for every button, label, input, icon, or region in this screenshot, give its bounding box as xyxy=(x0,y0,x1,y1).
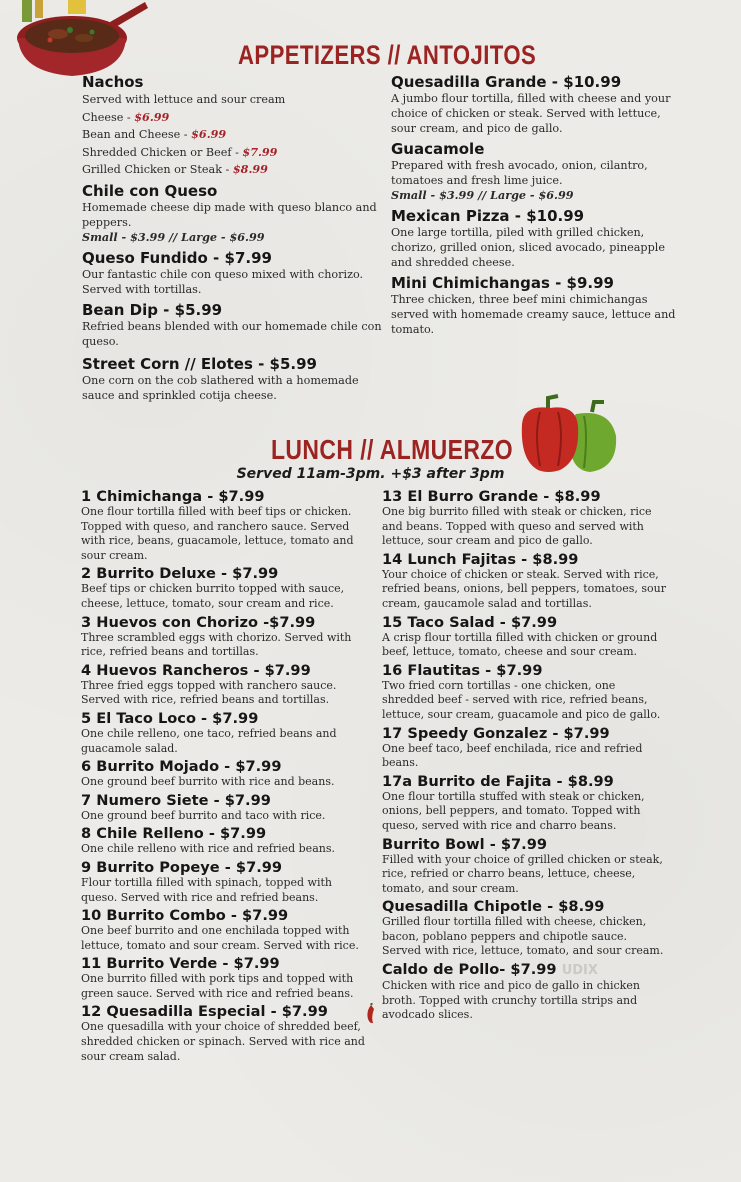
item-name: Queso Fundido - $7.99 xyxy=(82,248,272,267)
lunch-left-column xyxy=(81,488,366,1066)
item-name: 7 Numero Siete - $7.99 xyxy=(81,791,271,809)
menu-item xyxy=(81,792,366,824)
menu-item xyxy=(82,301,382,349)
menu-item xyxy=(382,961,667,1023)
item-name: 8 Chile Relleno - $7.99 xyxy=(81,825,267,843)
item-name: 11 Burrito Verde - $7.99 xyxy=(81,955,280,973)
item-name: 4 Huevos Rancheros - $7.99 xyxy=(81,661,311,679)
item-name: 12 Quesadilla Especial - $7.99 xyxy=(81,1003,328,1021)
item-name: 6 Burrito Mojado - $7.99 xyxy=(81,758,282,776)
item-name: 14 Lunch Fajitas - $8.99 xyxy=(382,550,579,568)
item-name: Mexican Pizza - $10.99 xyxy=(391,207,585,225)
item-name: Bean Dip - $5.99 xyxy=(82,300,223,319)
item-name: 15 Taco Salad - $7.99 xyxy=(382,613,558,631)
item-description: Flour tortilla filled with spinach, topped with queso. Served with rice and refried beans. xyxy=(81,875,332,904)
menu-item xyxy=(382,614,667,660)
menu-item xyxy=(81,614,366,660)
item-description: A jumbo flour tortilla, filled with cheese and your choice of chicken or steak. Served with lettuce, sour cream, and pico de gallo. xyxy=(391,92,671,135)
menu-item xyxy=(81,565,366,611)
item-description: Prepared with fresh avocado, onion, cilantro, tomatoes and fresh lime juice. xyxy=(391,159,648,187)
item-description: One chile relleno with rice and refried beans. xyxy=(81,842,335,856)
item-name: 2 Burrito Deluxe - $7.99 xyxy=(81,565,279,583)
menu-item xyxy=(391,274,676,337)
item-description: One flour tortilla filled with beef tips or chicken. Topped with queso, and ranchero sauce. Served with rice, beans, guacamole, lettuce, tomato and sour cream. xyxy=(81,505,354,562)
item-description: Grilled flour tortilla filled with cheese, chicken, bacon, poblano peppers and chipotle sauce. Served with rice, lettuce, tomato, and sour cream. xyxy=(382,915,664,958)
item-description: Three chicken, three beef mini chimichangas served with homemade creamy sauce, lettuce and tomato. xyxy=(391,293,676,336)
chile-pepper-icon xyxy=(364,1003,378,1025)
item-description: One quesadilla with your choice of shredded beef, shredded chicken or spinach. Served with rice and sour cream salad. xyxy=(81,1020,365,1063)
menu-item xyxy=(81,662,366,708)
item-description: Beef tips or chicken burrito topped with sauce, cheese, lettuce, tomato, sour cream and rice. xyxy=(81,582,345,610)
item-description: Three scrambled eggs with chorizo. Served with rice, refried beans and tortillas. xyxy=(81,630,352,659)
item-name: 17a Burrito de Fajita - $8.99 xyxy=(382,772,614,790)
menu-item xyxy=(391,207,676,270)
item-description: One corn on the cob slathered with a homemade sauce and sprinkled cotija cheese. xyxy=(82,373,359,402)
appetizers-right-column xyxy=(391,73,676,340)
item-name: 16 Flautitas - $7.99 xyxy=(382,661,543,679)
item-name: Burrito Bowl - $7.99 xyxy=(382,835,548,853)
menu-item xyxy=(391,73,676,136)
menu-item xyxy=(81,907,366,953)
item-price: Small - $3.99 // Large - $6.99 xyxy=(82,229,265,244)
menu-item xyxy=(382,551,667,612)
appetizers-left-column xyxy=(82,73,382,406)
item-name: 1 Chimichanga - $7.99 xyxy=(81,488,265,505)
item-description: One ground beef burrito and taco with rice. xyxy=(81,808,326,822)
item-description: One big burrito filled with steak or chicken, rice and beans. Topped with queso and served with lettuce, sour cream and pico de gallo. xyxy=(382,505,652,548)
item-description: One ground beef burrito with rice and beans. xyxy=(81,775,335,789)
item-description: Filled with your choice of grilled chicken or steak, rice, refried or charro beans, lettuce, cheese, tomato, and sour cream. xyxy=(382,852,663,895)
menu-item xyxy=(391,140,676,203)
item-description: One burrito filled with pork tips and topped with green sauce. Served with rice and refried beans. xyxy=(81,972,354,1000)
item-description: One flour tortilla stuffed with steak or chicken, onions, bell peppers, and tomato. Topped with queso, served with rice and charro beans. xyxy=(382,789,645,832)
item-name: 17 Speedy Gonzalez - $7.99 xyxy=(382,724,610,742)
item-name: Mini Chimichangas - $9.99 xyxy=(391,274,614,292)
bell-peppers-illustration xyxy=(518,394,622,476)
item-description: Our fantastic chile con queso mixed with chorizo. Served with tortillas. xyxy=(82,267,364,296)
item-description: One beef taco, beef enchilada, rice and refried beans. xyxy=(382,741,643,770)
menu-item xyxy=(382,662,667,723)
item-name: Nachos xyxy=(82,73,144,91)
item-name: Quesadilla Chipotle - $8.99 xyxy=(382,898,605,916)
menu-item xyxy=(81,859,366,905)
item-name: 3 Huevos con Chorizo -$7.99 xyxy=(81,613,316,631)
item-price: Small - $3.99 // Large - $6.99 xyxy=(391,188,574,202)
item-name: Street Corn // Elotes - $5.99 xyxy=(82,354,317,373)
item-name: Chile con Queso xyxy=(82,181,218,200)
menu-item xyxy=(82,249,382,297)
item-name: Caldo de Pollo- $7.99 UDIX xyxy=(382,961,598,979)
item-description: A crisp flour tortilla filled with chicken or ground beef, lettuce, tomato, cheese and sour cream. xyxy=(382,630,658,659)
item-name: Quesadilla Grande - $10.99 xyxy=(391,73,622,91)
menu-item xyxy=(382,725,667,771)
cazuela-pot-illustration xyxy=(10,0,150,80)
watermark: UDIX xyxy=(561,963,598,979)
menu-item xyxy=(81,488,366,563)
menu-item xyxy=(81,1003,366,1064)
item-name: Guacamole xyxy=(391,140,485,158)
item-description: Three fried eggs topped with ranchero sauce. Served with rice, refried beans and tortillas. xyxy=(81,678,337,707)
menu-item xyxy=(81,758,366,790)
menu-item xyxy=(81,710,366,756)
item-name: 13 El Burro Grande - $8.99 xyxy=(382,488,601,505)
menu-item xyxy=(82,182,382,245)
item-description: Your choice of chicken or steak. Served with rice, refried beans, onions, bell peppers, tomatoes, sour cream, gaucamole salad and tortillas. xyxy=(382,567,667,610)
item-description: One large tortilla, piled with grilled chicken, chorizo, grilled onion, sliced avocado, pineapple and shredded cheese. xyxy=(391,226,665,269)
item-name: 5 El Taco Loco - $7.99 xyxy=(81,709,259,727)
menu-item xyxy=(382,488,667,549)
lunch-right-column xyxy=(382,488,667,1025)
menu-item xyxy=(382,773,667,834)
item-description: One chile relleno, one taco, refried beans and guacamole salad. xyxy=(81,726,337,755)
item-description: One beef burrito and one enchilada topped with lettuce, tomato and sour cream. Served with rice. xyxy=(81,924,359,952)
menu-item xyxy=(81,825,366,857)
lunch-subtitle: Served 11am-3pm. +$3 after 3pm xyxy=(236,466,505,482)
menu-item xyxy=(81,955,366,1001)
item-description: Two fried corn tortillas - one chicken, one shredded beef - served with rice, refried beans, lettuce, sour cream, guacamole and pico de gallo. xyxy=(382,678,661,721)
item-description: Refried beans blended with our homemade chile con queso. xyxy=(82,319,382,348)
lunch-title: LUNCH // ALMUERZO xyxy=(271,434,514,465)
menu-item xyxy=(382,898,667,959)
menu-item xyxy=(82,355,372,403)
item-description: Homemade cheese dip made with queso blanco and peppers. xyxy=(82,200,377,229)
item-description: Served with lettuce and sour cream Cheese - $6.99 Bean and Cheese - $6.99 Shredded Chicken or Beef - $7.99 Grilled Chicken or Steak - $8.99 xyxy=(82,93,286,176)
item-name: 10 Burrito Combo - $7.99 xyxy=(81,907,289,925)
menu-item xyxy=(382,836,667,897)
item-description: Chicken with rice and pico de gallo in chicken broth. Topped with crunchy tortilla strips and avodcado slices. xyxy=(382,979,640,1022)
appetizers-title: APPETIZERS // ANTOJITOS xyxy=(238,40,537,70)
item-name: 9 Burrito Popeye - $7.99 xyxy=(81,858,283,876)
menu-item xyxy=(82,73,382,179)
